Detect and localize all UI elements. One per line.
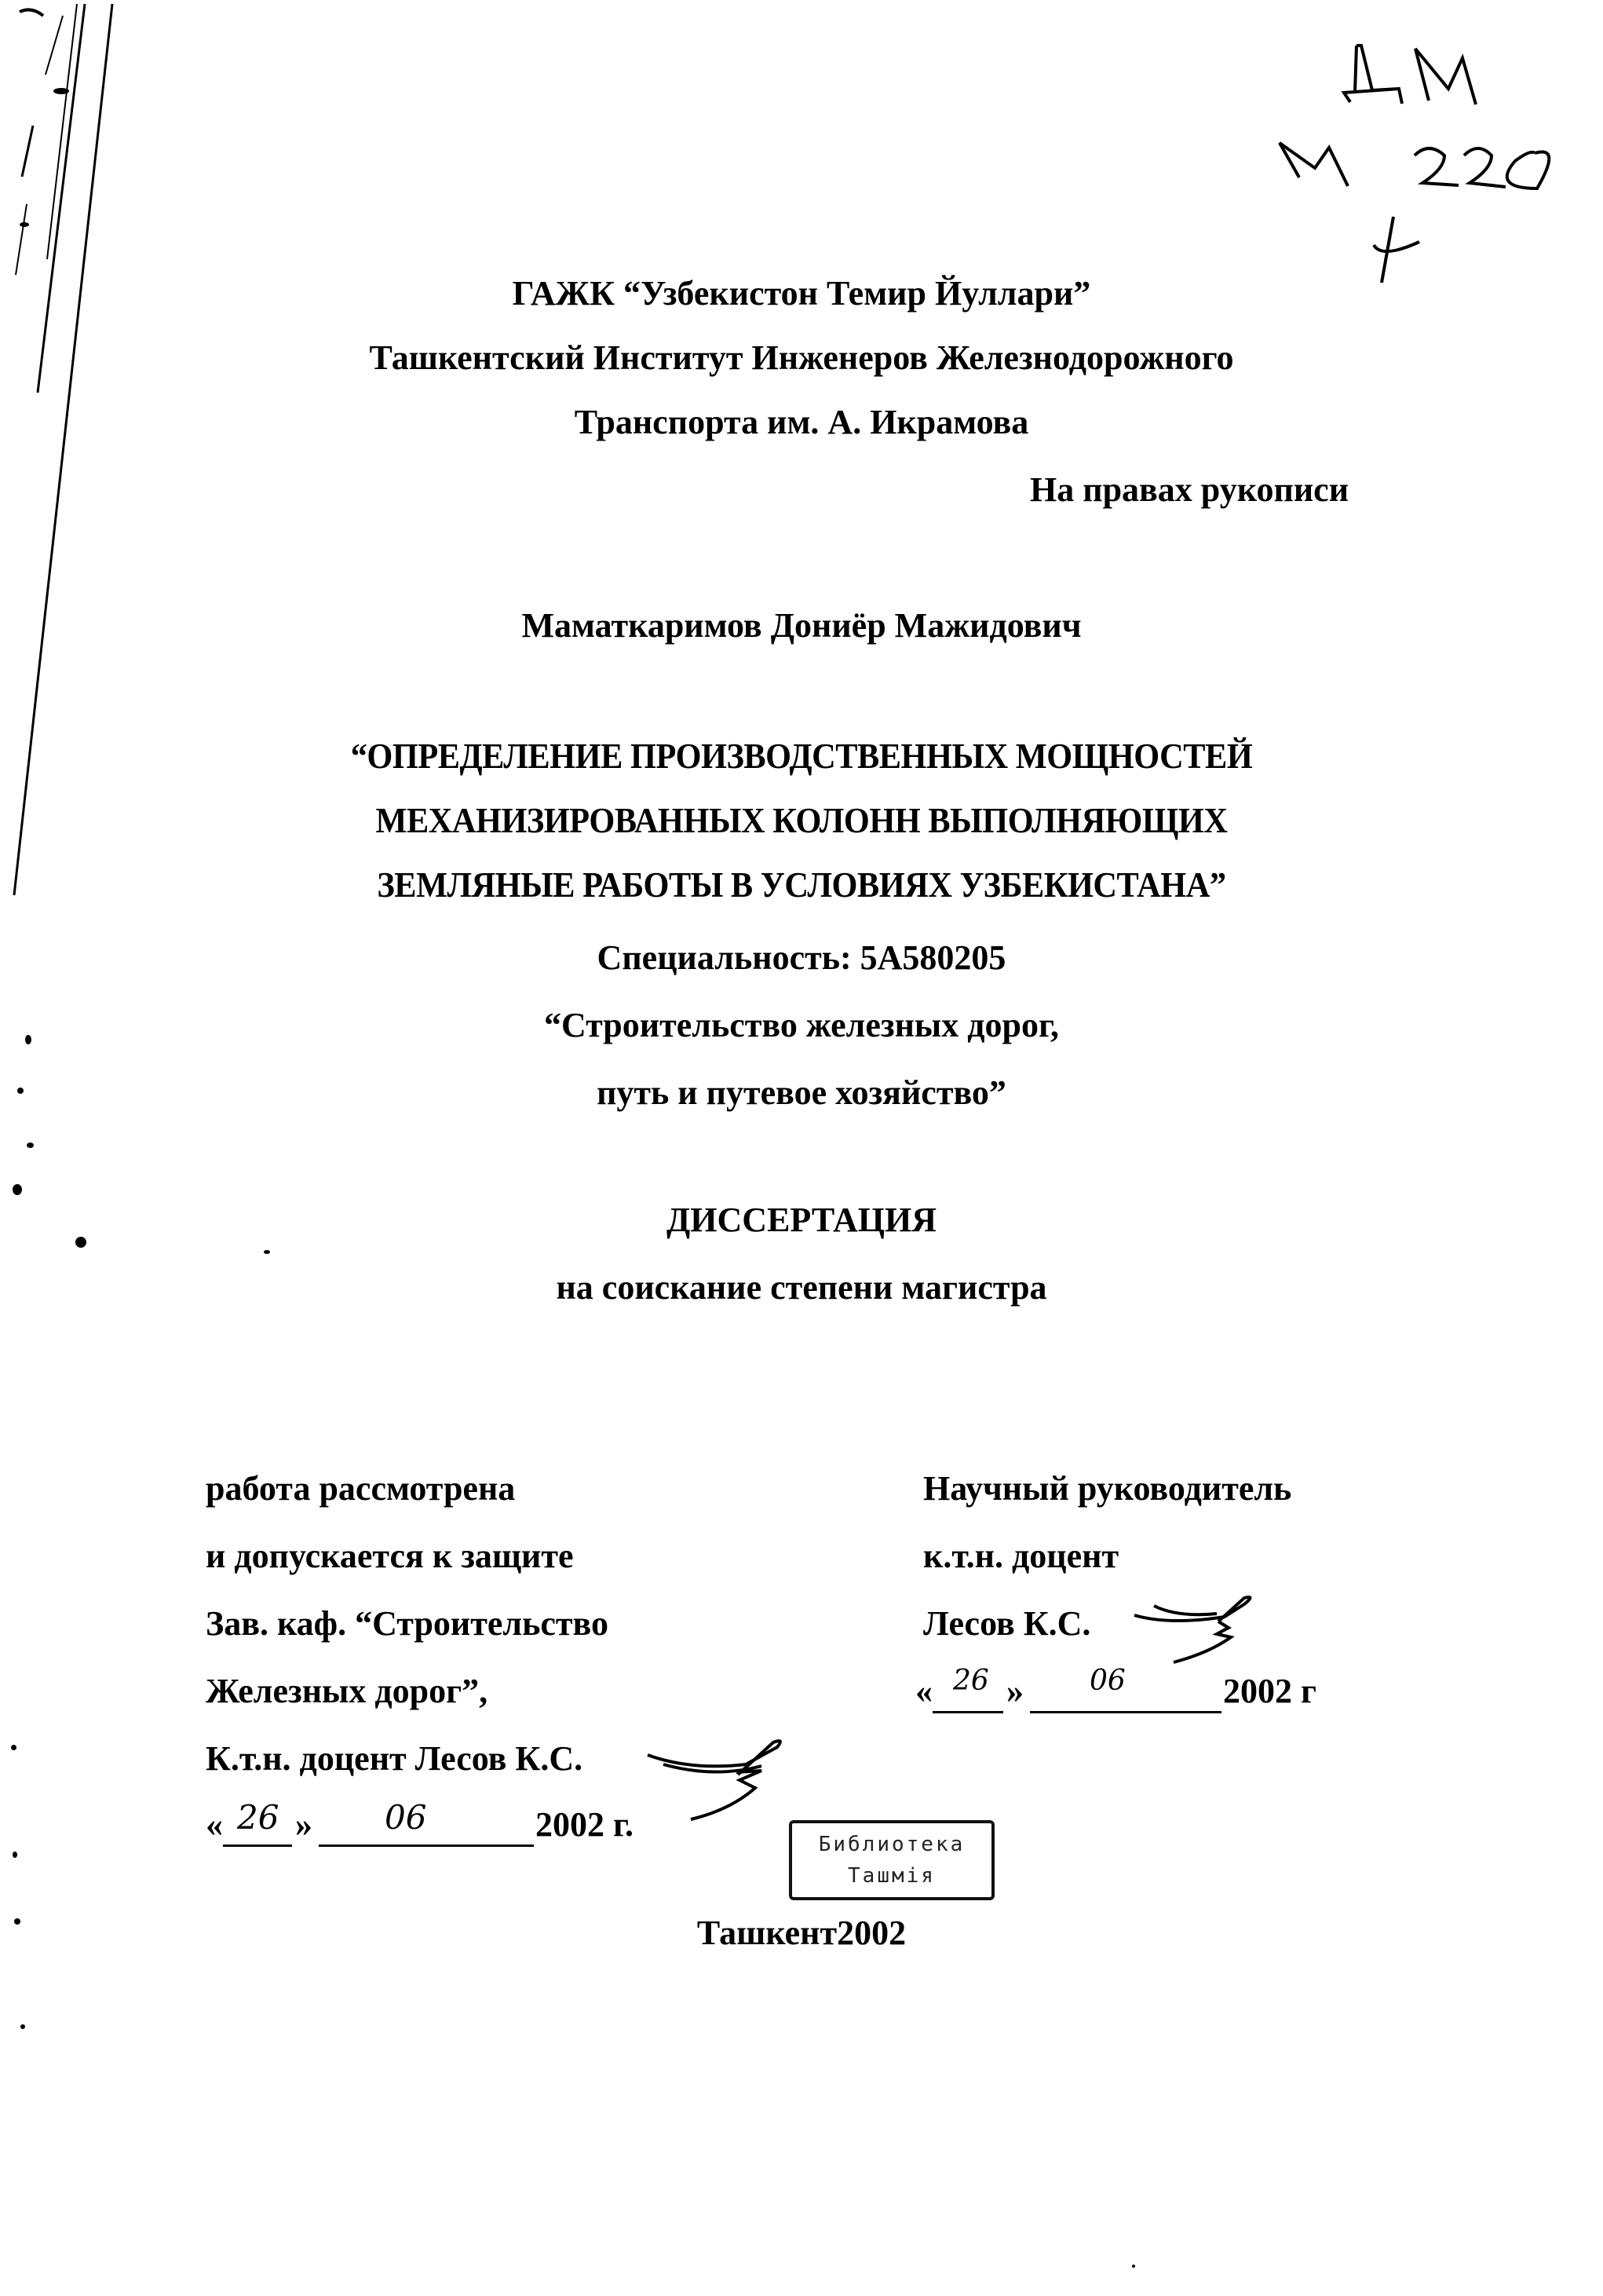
number-220-stroke: [1415, 148, 1549, 188]
scan-mark: [20, 9, 43, 16]
supervisor-date-day: 26: [953, 1665, 989, 1697]
scan-speck: [75, 1237, 86, 1248]
scan-speck: [11, 1745, 16, 1750]
scan-speck: [264, 1250, 270, 1254]
approval-date-open-quote: «: [206, 1805, 223, 1844]
manuscript-rights: На правах рукописи: [1030, 470, 1349, 509]
signature-icon: [644, 1731, 801, 1826]
scan-speck: [20, 2024, 25, 2029]
archive-annotation-strokes: [1256, 0, 1603, 298]
stamp-line-1: Библиотека: [818, 1833, 966, 1856]
scan-speck: [13, 1184, 22, 1195]
city-and-year: Ташкент2002: [696, 1914, 907, 1952]
scan-line: [47, 4, 77, 259]
stamp-line-2: Ташмія: [848, 1864, 936, 1888]
supervisor-name: Лесов К.С.: [923, 1604, 1091, 1643]
supervisor-month-underline: [1030, 1711, 1221, 1713]
approval-date-year: 2002 г.: [535, 1805, 634, 1844]
supervisor-day-underline: [933, 1711, 1003, 1713]
library-stamp: [789, 1820, 995, 1900]
approval-line-3: Зав. каф. “Строительство: [206, 1604, 608, 1643]
scan-line: [38, 4, 85, 393]
author-name: Маматкаримов Дониёр Мажидович: [521, 606, 1082, 645]
approval-signer: К.т.н. доцент Лесов К.С.: [206, 1739, 583, 1778]
work-type-title: ДИССЕРТАЦИЯ: [666, 1201, 937, 1239]
institute-line-2: Транспорта им. А. Икрамова: [574, 403, 1029, 441]
work-type-subtitle: на соискание степени магистра: [556, 1268, 1047, 1307]
supervisor-date-month: 06: [1090, 1665, 1126, 1697]
thesis-title-line-3: ЗЕМЛЯНЫЕ РАБОТЫ В УСЛОВИЯХ УЗБЕКИСТАНА”: [377, 865, 1226, 905]
supervisor-date-year: 2002 г: [1223, 1672, 1316, 1710]
signature-icon: [1130, 1590, 1264, 1676]
institute-line-1: Ташкентский Институт Инженеров Железнодорожного: [369, 338, 1234, 377]
scan-speck: [27, 1143, 34, 1148]
approval-line-2: и допускается к защите: [206, 1537, 574, 1575]
thesis-title-line-1: “ОПРЕДЕЛЕНИЕ ПРОИЗВОДСТВЕННЫХ МОЩНОСТЕЙ: [350, 736, 1253, 776]
supervisor-title: Научный руководитель: [923, 1469, 1292, 1508]
letter-m2-stroke: [1280, 143, 1348, 186]
scan-speck: [1132, 2265, 1135, 2268]
supervisor-date-close-quote: »: [1006, 1672, 1024, 1710]
approval-day-underline: [223, 1844, 292, 1847]
scan-blot: [20, 222, 29, 227]
specialty-code: Специальность: 5А580205: [597, 938, 1006, 977]
letter-m-stroke: [1415, 49, 1476, 104]
thesis-title-line-2: МЕХАНИЗИРОВАННЫХ КОЛОНН ВЫПОЛНЯЮЩИХ: [375, 800, 1228, 840]
scan-speck: [13, 1852, 17, 1858]
specialty-name-line-2: путь и путевое хозяйство”: [597, 1073, 1006, 1112]
scan-blot: [53, 88, 69, 94]
approval-month-underline: [319, 1844, 534, 1847]
scan-line: [46, 16, 63, 75]
approval-date-month: 06: [385, 1798, 427, 1837]
approval-date-close-quote: »: [295, 1805, 312, 1844]
approval-date-day: 26: [237, 1798, 279, 1837]
approval-line-4: Железных дорог”,: [206, 1672, 488, 1710]
approval-line-1: работа рассмотрена: [206, 1469, 516, 1508]
supervisor-degree: к.т.н. доцент: [923, 1537, 1119, 1575]
organization-name: ГАЖК “Узбекистон Темир Йуллари”: [512, 274, 1091, 313]
scan-line: [22, 126, 33, 177]
supervisor-date-open-quote: «: [915, 1672, 933, 1710]
letter-d-stroke: [1344, 46, 1402, 104]
scan-line: [16, 204, 27, 275]
specialty-name-line-1: “Строительство железных дорог,: [543, 1006, 1060, 1044]
plus-mark-stroke: [1374, 217, 1419, 283]
